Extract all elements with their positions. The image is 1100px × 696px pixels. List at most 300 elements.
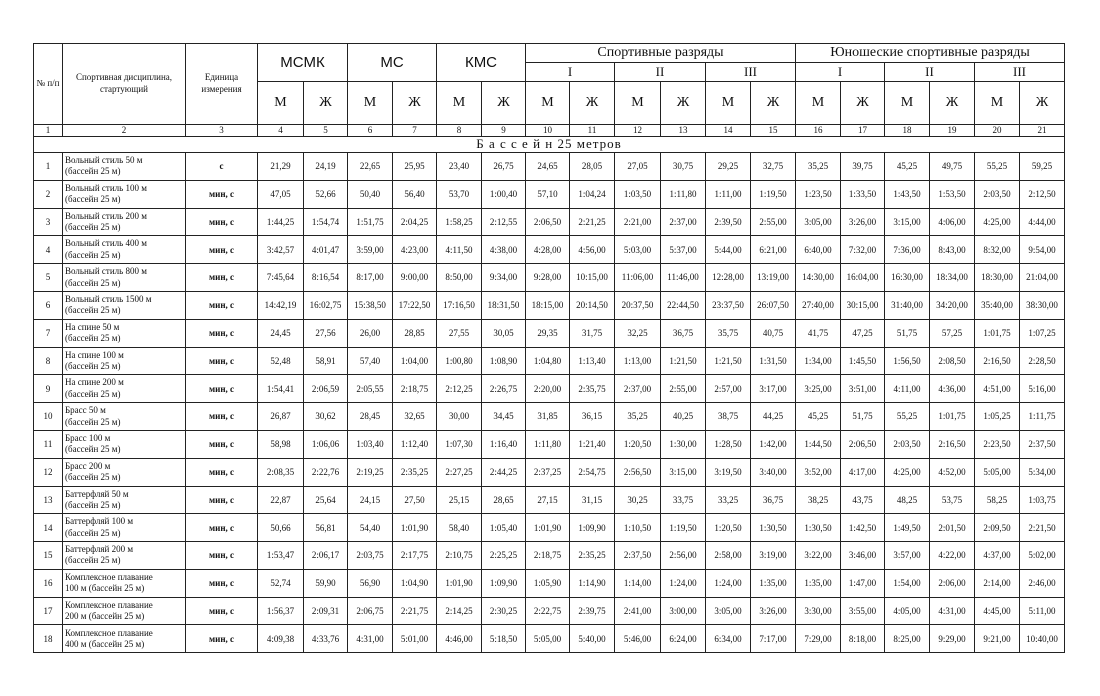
discipline-cell xyxy=(63,542,186,570)
value-cell: 2:37,00 xyxy=(615,375,661,403)
value-cell: 1:09,90 xyxy=(482,569,526,597)
row-number: 10 xyxy=(34,403,63,431)
value-cell: 21,29 xyxy=(258,152,304,180)
discipline-line: Баттерфляй 200 м xyxy=(65,544,134,555)
discipline-pool: (бассейн 25 м) xyxy=(65,333,121,344)
value-cell: 2:09,31 xyxy=(304,597,348,625)
value-cell: 2:08,35 xyxy=(258,458,304,486)
column-number: 3 xyxy=(186,125,258,137)
value-cell: 2:37,50 xyxy=(1020,430,1065,458)
value-cell: 41,75 xyxy=(796,319,841,347)
value-cell: 38,75 xyxy=(706,403,751,431)
value-cell: 1:01,90 xyxy=(393,514,437,542)
discipline-line: Комплексное плавание xyxy=(65,599,153,610)
value-cell: 26,87 xyxy=(258,403,304,431)
value-cell: 1:04,90 xyxy=(393,569,437,597)
value-cell: 11:06,00 xyxy=(615,264,661,292)
value-cell: 17:22,50 xyxy=(393,291,437,319)
value-cell: 2:58,00 xyxy=(706,542,751,570)
header-num: № п/п xyxy=(34,44,63,125)
value-cell: 22:44,50 xyxy=(661,291,706,319)
header-gender: М xyxy=(706,82,751,125)
value-cell: 1:47,00 xyxy=(841,569,885,597)
discipline-cell xyxy=(63,403,186,431)
value-cell: 1:16,40 xyxy=(482,430,526,458)
value-cell: 2:37,00 xyxy=(661,208,706,236)
value-cell: 55,25 xyxy=(975,152,1020,180)
header-rank-level: II xyxy=(885,63,975,82)
value-cell: 8:50,00 xyxy=(437,264,482,292)
row-number: 12 xyxy=(34,458,63,486)
value-cell: 23,40 xyxy=(437,152,482,180)
value-cell: 2:06,00 xyxy=(930,569,975,597)
value-cell: 56,90 xyxy=(348,569,393,597)
discipline-cell xyxy=(63,208,186,236)
value-cell: 1:21,50 xyxy=(706,347,751,375)
column-number: 7 xyxy=(393,125,437,137)
value-cell: 5:44,00 xyxy=(706,236,751,264)
value-cell: 7:36,00 xyxy=(885,236,930,264)
value-cell: 2:01,50 xyxy=(930,514,975,542)
unit-cell: мин, с xyxy=(186,347,258,375)
value-cell: 3:57,00 xyxy=(885,542,930,570)
value-cell: 28,45 xyxy=(348,403,393,431)
header-gender: Ж xyxy=(1020,82,1065,125)
row-number: 8 xyxy=(34,347,63,375)
value-cell: 4:05,00 xyxy=(885,597,930,625)
table-row xyxy=(34,347,1065,375)
value-cell: 2:41,00 xyxy=(615,597,661,625)
value-cell: 44,25 xyxy=(751,403,796,431)
value-cell: 16:02,75 xyxy=(304,291,348,319)
value-cell: 45,25 xyxy=(796,403,841,431)
value-cell: 1:03,75 xyxy=(1020,486,1065,514)
value-cell: 32,25 xyxy=(615,319,661,347)
value-cell: 1:11,75 xyxy=(1020,403,1065,431)
value-cell: 40,25 xyxy=(661,403,706,431)
value-cell: 1:01,90 xyxy=(526,514,570,542)
value-cell: 1:11,00 xyxy=(706,180,751,208)
value-cell: 3:55,00 xyxy=(841,597,885,625)
discipline-pool: (бассейн 25 м) xyxy=(65,444,121,455)
header-gender: М xyxy=(258,82,304,125)
column-number: 17 xyxy=(841,125,885,137)
table-row xyxy=(34,319,1065,347)
discipline-pool: (бассейн 25 м) xyxy=(65,166,121,177)
value-cell: 27:40,00 xyxy=(796,291,841,319)
section-title: Б а с с е й н 25 метров xyxy=(34,137,1065,153)
value-cell: 2:06,17 xyxy=(304,542,348,570)
value-cell: 2:21,75 xyxy=(393,597,437,625)
value-cell: 2:23,50 xyxy=(975,430,1020,458)
unit-cell: мин, с xyxy=(186,208,258,236)
value-cell: 24,65 xyxy=(526,152,570,180)
value-cell: 1:43,50 xyxy=(885,180,930,208)
value-cell: 8:25,00 xyxy=(885,625,930,653)
value-cell: 28,85 xyxy=(393,319,437,347)
value-cell: 17:16,50 xyxy=(437,291,482,319)
value-cell: 1:11,80 xyxy=(526,430,570,458)
value-cell: 3:19,50 xyxy=(706,458,751,486)
value-cell: 1:04,80 xyxy=(526,347,570,375)
discipline-pool: (бассейн 25 м) xyxy=(65,527,121,538)
value-cell: 12:28,00 xyxy=(706,264,751,292)
row-number: 9 xyxy=(34,375,63,403)
value-cell: 14:30,00 xyxy=(796,264,841,292)
value-cell: 59,90 xyxy=(304,569,348,597)
value-cell: 2:30,25 xyxy=(482,597,526,625)
row-number: 16 xyxy=(34,569,63,597)
discipline-line: Вольный стиль 50 м xyxy=(65,155,143,166)
value-cell: 31,75 xyxy=(570,319,615,347)
value-cell: 10:40,00 xyxy=(1020,625,1065,653)
unit-cell: мин, с xyxy=(186,458,258,486)
value-cell: 4:17,00 xyxy=(841,458,885,486)
value-cell: 29,35 xyxy=(526,319,570,347)
value-cell: 20:37,50 xyxy=(615,291,661,319)
value-cell: 2:06,50 xyxy=(526,208,570,236)
value-cell: 2:39,75 xyxy=(570,597,615,625)
value-cell: 1:19,50 xyxy=(751,180,796,208)
unit-cell: мин, с xyxy=(186,264,258,292)
value-cell: 3:42,57 xyxy=(258,236,304,264)
column-number: 4 xyxy=(258,125,304,137)
value-cell: 1:24,00 xyxy=(661,569,706,597)
value-cell: 2:17,75 xyxy=(393,542,437,570)
value-cell: 2:21,25 xyxy=(570,208,615,236)
column-number: 5 xyxy=(304,125,348,137)
unit-cell: мин, с xyxy=(186,319,258,347)
value-cell: 57,25 xyxy=(930,319,975,347)
value-cell: 1:20,50 xyxy=(615,430,661,458)
value-cell: 40,75 xyxy=(751,319,796,347)
header-gender: Ж xyxy=(482,82,526,125)
value-cell: 2:12,50 xyxy=(1020,180,1065,208)
value-cell: 38,25 xyxy=(796,486,841,514)
value-cell: 2:46,00 xyxy=(1020,569,1065,597)
table-row xyxy=(34,152,1065,180)
value-cell: 1:08,90 xyxy=(482,347,526,375)
unit-cell: мин, с xyxy=(186,486,258,514)
value-cell: 1:20,50 xyxy=(706,514,751,542)
value-cell: 22,65 xyxy=(348,152,393,180)
value-cell: 30,62 xyxy=(304,403,348,431)
value-cell: 7:32,00 xyxy=(841,236,885,264)
value-cell: 1:30,00 xyxy=(661,430,706,458)
value-cell: 9:00,00 xyxy=(393,264,437,292)
discipline-pool: (бассейн 25 м) xyxy=(65,249,121,260)
value-cell: 2:37,50 xyxy=(615,542,661,570)
value-cell: 3:51,00 xyxy=(841,375,885,403)
value-cell: 1:58,25 xyxy=(437,208,482,236)
value-cell: 2:18,75 xyxy=(526,542,570,570)
value-cell: 8:17,00 xyxy=(348,264,393,292)
value-cell: 2:08,50 xyxy=(930,347,975,375)
value-cell: 16:04,00 xyxy=(841,264,885,292)
value-cell: 1:14,90 xyxy=(570,569,615,597)
value-cell: 8:18,00 xyxy=(841,625,885,653)
column-number: 2 xyxy=(63,125,186,137)
row-number: 13 xyxy=(34,486,63,514)
value-cell: 2:20,00 xyxy=(526,375,570,403)
value-cell: 2:06,50 xyxy=(841,430,885,458)
value-cell: 1:19,50 xyxy=(661,514,706,542)
header-rank-level: I xyxy=(796,63,885,82)
value-cell: 2:04,25 xyxy=(393,208,437,236)
value-cell: 3:26,00 xyxy=(751,597,796,625)
table-row xyxy=(34,403,1065,431)
value-cell: 35:40,00 xyxy=(975,291,1020,319)
value-cell: 1:51,75 xyxy=(348,208,393,236)
value-cell: 4:22,00 xyxy=(930,542,975,570)
value-cell: 5:18,50 xyxy=(482,625,526,653)
value-cell: 1:30,50 xyxy=(751,514,796,542)
discipline-line: Брасс 200 м xyxy=(65,460,111,471)
value-cell: 1:35,00 xyxy=(751,569,796,597)
value-cell: 2:06,75 xyxy=(348,597,393,625)
header-rank-level: II xyxy=(615,63,706,82)
value-cell: 5:01,00 xyxy=(393,625,437,653)
value-cell: 3:15,00 xyxy=(885,208,930,236)
header-gender: Ж xyxy=(930,82,975,125)
value-cell: 50,66 xyxy=(258,514,304,542)
discipline-cell xyxy=(63,597,186,625)
value-cell: 2:14,00 xyxy=(975,569,1020,597)
discipline-pool: (бассейн 25 м) xyxy=(65,360,121,371)
header-gender: М xyxy=(526,82,570,125)
value-cell: 3:40,00 xyxy=(751,458,796,486)
value-cell: 53,75 xyxy=(930,486,975,514)
value-cell: 3:00,00 xyxy=(661,597,706,625)
value-cell: 2:03,75 xyxy=(348,542,393,570)
value-cell: 1:05,40 xyxy=(482,514,526,542)
value-cell: 51,75 xyxy=(841,403,885,431)
row-number: 5 xyxy=(34,264,63,292)
value-cell: 2:56,00 xyxy=(661,542,706,570)
discipline-line: Баттерфляй 50 м xyxy=(65,488,129,499)
value-cell: 1:03,40 xyxy=(348,430,393,458)
unit-cell: мин, с xyxy=(186,180,258,208)
discipline-line: Вольный стиль 200 м xyxy=(65,210,147,221)
value-cell: 29,25 xyxy=(706,152,751,180)
header-unit: Единица измерения xyxy=(186,44,258,125)
row-number: 4 xyxy=(34,236,63,264)
value-cell: 1:54,00 xyxy=(885,569,930,597)
value-cell: 1:01,75 xyxy=(975,319,1020,347)
value-cell: 8:32,00 xyxy=(975,236,1020,264)
value-cell: 58,40 xyxy=(437,514,482,542)
value-cell: 1:35,00 xyxy=(796,569,841,597)
value-cell: 10:15,00 xyxy=(570,264,615,292)
value-cell: 59,25 xyxy=(1020,152,1065,180)
value-cell: 26,00 xyxy=(348,319,393,347)
discipline-cell xyxy=(63,458,186,486)
value-cell: 1:28,50 xyxy=(706,430,751,458)
header-gender: Ж xyxy=(304,82,348,125)
value-cell: 4:28,00 xyxy=(526,236,570,264)
value-cell: 3:05,00 xyxy=(706,597,751,625)
value-cell: 39,75 xyxy=(841,152,885,180)
value-cell: 7:29,00 xyxy=(796,625,841,653)
value-cell: 36,75 xyxy=(661,319,706,347)
section-row xyxy=(34,137,1065,153)
value-cell: 27,56 xyxy=(304,319,348,347)
discipline-cell xyxy=(63,430,186,458)
value-cell: 25,95 xyxy=(393,152,437,180)
value-cell: 1:54,74 xyxy=(304,208,348,236)
row-number: 2 xyxy=(34,180,63,208)
header-gender: М xyxy=(975,82,1020,125)
header-rank-level: III xyxy=(975,63,1065,82)
discipline-pool: 100 м (бассейн 25 м) xyxy=(65,583,145,594)
column-number: 8 xyxy=(437,125,482,137)
row-number: 1 xyxy=(34,152,63,180)
row-number: 3 xyxy=(34,208,63,236)
value-cell: 6:24,00 xyxy=(661,625,706,653)
value-cell: 8:43,00 xyxy=(930,236,975,264)
value-cell: 18:30,00 xyxy=(975,264,1020,292)
value-cell: 31,15 xyxy=(570,486,615,514)
header-gender: М xyxy=(615,82,661,125)
value-cell: 45,25 xyxy=(885,152,930,180)
value-cell: 31,85 xyxy=(526,403,570,431)
value-cell: 4:56,00 xyxy=(570,236,615,264)
value-cell: 2:06,59 xyxy=(304,375,348,403)
discipline-cell xyxy=(63,180,186,208)
value-cell: 52,48 xyxy=(258,347,304,375)
standards-table xyxy=(33,43,1065,653)
unit-cell: мин, с xyxy=(186,514,258,542)
value-cell: 1:05,25 xyxy=(975,403,1020,431)
value-cell: 4:33,76 xyxy=(304,625,348,653)
table-row xyxy=(34,514,1065,542)
value-cell: 1:33,50 xyxy=(841,180,885,208)
header-rank-level: I xyxy=(526,63,615,82)
header-gender: М xyxy=(348,82,393,125)
header-rank-level: III xyxy=(706,63,796,82)
value-cell: 1:44,50 xyxy=(796,430,841,458)
value-cell: 18:34,00 xyxy=(930,264,975,292)
value-cell: 1:12,40 xyxy=(393,430,437,458)
value-cell: 35,25 xyxy=(615,403,661,431)
value-cell: 3:25,00 xyxy=(796,375,841,403)
column-numbers-row xyxy=(34,125,1065,137)
value-cell: 35,75 xyxy=(706,319,751,347)
discipline-cell xyxy=(63,319,186,347)
header-gender: М xyxy=(437,82,482,125)
table-row xyxy=(34,458,1065,486)
value-cell: 1:23,50 xyxy=(796,180,841,208)
value-cell: 1:24,00 xyxy=(706,569,751,597)
value-cell: 2:09,50 xyxy=(975,514,1020,542)
value-cell: 1:09,90 xyxy=(570,514,615,542)
value-cell: 1:04,24 xyxy=(570,180,615,208)
table-row xyxy=(34,569,1065,597)
discipline-cell xyxy=(63,152,186,180)
value-cell: 25,15 xyxy=(437,486,482,514)
discipline-cell xyxy=(63,569,186,597)
value-cell: 6:40,00 xyxy=(796,236,841,264)
value-cell: 1:34,00 xyxy=(796,347,841,375)
column-number: 14 xyxy=(706,125,751,137)
discipline-pool: (бассейн 25 м) xyxy=(65,194,121,205)
value-cell: 1:42,00 xyxy=(751,430,796,458)
table-row xyxy=(34,597,1065,625)
discipline-pool: (бассейн 25 м) xyxy=(65,416,121,427)
value-cell: 23:37,50 xyxy=(706,291,751,319)
value-cell: 3:05,00 xyxy=(796,208,841,236)
unit-cell: мин, с xyxy=(186,375,258,403)
discipline-pool: (бассейн 25 м) xyxy=(65,472,121,483)
column-number: 6 xyxy=(348,125,393,137)
discipline-line: Вольный стиль 800 м xyxy=(65,266,147,277)
value-cell: 30,00 xyxy=(437,403,482,431)
discipline-pool: (бассейн 25 м) xyxy=(65,221,121,232)
column-number: 18 xyxy=(885,125,930,137)
value-cell: 38:30,00 xyxy=(1020,291,1065,319)
value-cell: 27,15 xyxy=(526,486,570,514)
value-cell: 14:42,19 xyxy=(258,291,304,319)
value-cell: 5:37,00 xyxy=(661,236,706,264)
value-cell: 1:07,25 xyxy=(1020,319,1065,347)
value-cell: 3:52,00 xyxy=(796,458,841,486)
value-cell: 7:17,00 xyxy=(751,625,796,653)
value-cell: 25,64 xyxy=(304,486,348,514)
value-cell: 2:22,76 xyxy=(304,458,348,486)
value-cell: 2:54,75 xyxy=(570,458,615,486)
value-cell: 3:17,00 xyxy=(751,375,796,403)
value-cell: 5:11,00 xyxy=(1020,597,1065,625)
header-gender: М xyxy=(796,82,841,125)
discipline-line: Брасс 100 м xyxy=(65,433,111,444)
value-cell: 9:21,00 xyxy=(975,625,1020,653)
value-cell: 2:21,00 xyxy=(615,208,661,236)
table-row xyxy=(34,625,1065,653)
value-cell: 24,45 xyxy=(258,319,304,347)
value-cell: 58,91 xyxy=(304,347,348,375)
header-title-msmk: МСМК xyxy=(258,44,348,82)
value-cell: 43,75 xyxy=(841,486,885,514)
value-cell: 2:18,75 xyxy=(393,375,437,403)
discipline-line: На спине 50 м xyxy=(65,321,120,332)
value-cell: 48,25 xyxy=(885,486,930,514)
unit-cell: мин, с xyxy=(186,403,258,431)
value-cell: 24,15 xyxy=(348,486,393,514)
value-cell: 1:56,37 xyxy=(258,597,304,625)
value-cell: 49,75 xyxy=(930,152,975,180)
value-cell: 3:19,00 xyxy=(751,542,796,570)
value-cell: 9:29,00 xyxy=(930,625,975,653)
value-cell: 52,66 xyxy=(304,180,348,208)
value-cell: 57,40 xyxy=(348,347,393,375)
value-cell: 5:34,00 xyxy=(1020,458,1065,486)
value-cell: 9:28,00 xyxy=(526,264,570,292)
value-cell: 1:06,06 xyxy=(304,430,348,458)
value-cell: 54,40 xyxy=(348,514,393,542)
discipline-pool: (бассейн 25 м) xyxy=(65,388,121,399)
value-cell: 6:34,00 xyxy=(706,625,751,653)
value-cell: 47,05 xyxy=(258,180,304,208)
value-cell: 2:19,25 xyxy=(348,458,393,486)
value-cell: 3:30,00 xyxy=(796,597,841,625)
value-cell: 1:14,00 xyxy=(615,569,661,597)
value-cell: 36,75 xyxy=(751,486,796,514)
value-cell: 24,19 xyxy=(304,152,348,180)
table-row xyxy=(34,291,1065,319)
value-cell: 55,25 xyxy=(885,403,930,431)
value-cell: 9:54,00 xyxy=(1020,236,1065,264)
discipline-line: Вольный стиль 400 м xyxy=(65,238,147,249)
